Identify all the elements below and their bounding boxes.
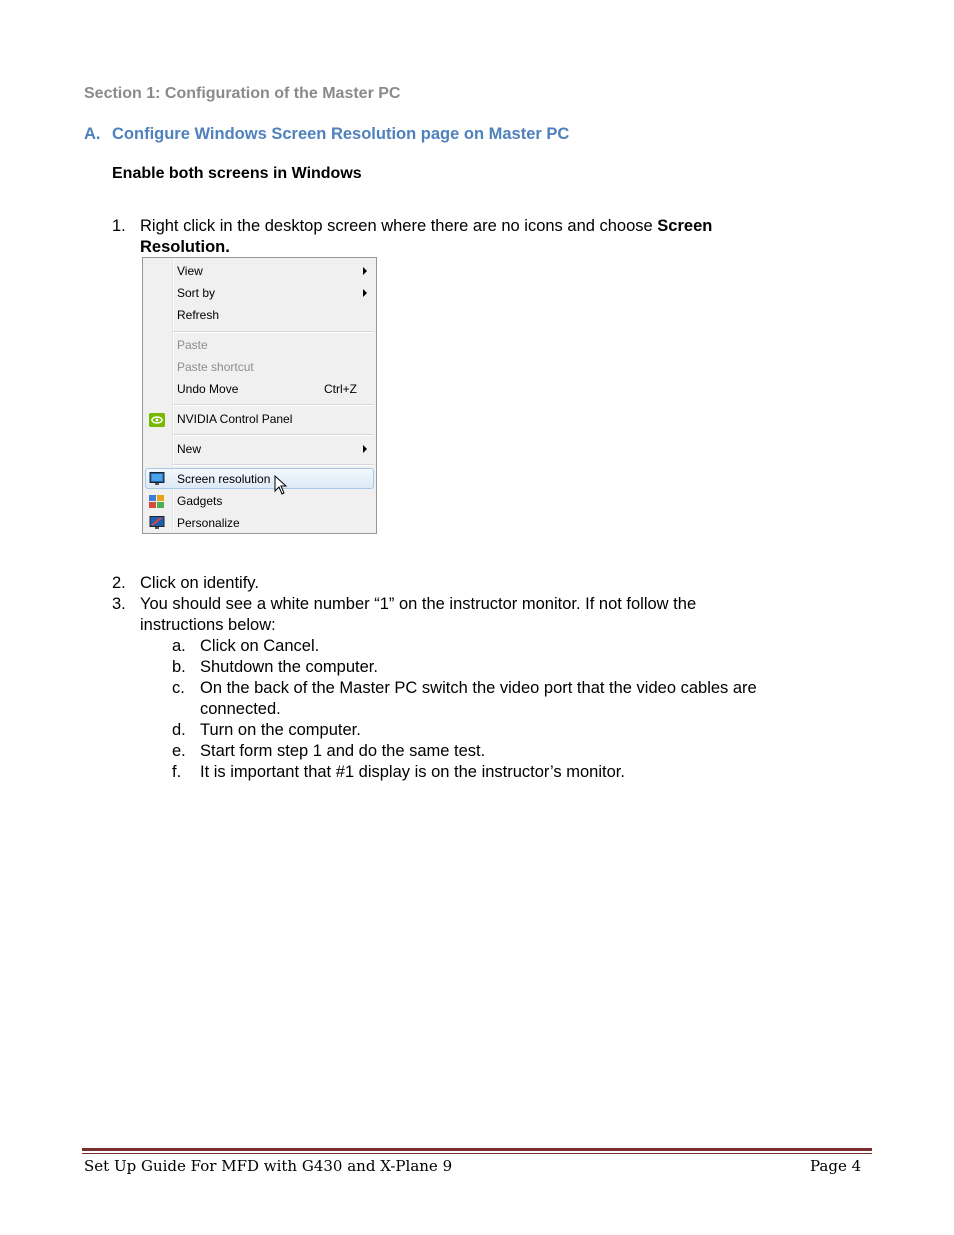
step-text: Click on identify. <box>140 574 259 592</box>
footer-rule <box>82 1148 872 1151</box>
substep-text: Turn on the computer. <box>200 721 361 739</box>
menu-item-refresh[interactable]: Refresh <box>177 308 220 322</box>
nvidia-icon <box>149 413 165 427</box>
footer-rule-thin <box>82 1153 872 1154</box>
step-number: 3. <box>112 595 126 613</box>
menu-item-nvidia-control-panel[interactable]: NVIDIA Control Panel <box>177 412 293 426</box>
menu-gutter <box>172 260 174 531</box>
gadgets-icon <box>149 495 165 509</box>
step-number: 2. <box>112 574 126 592</box>
substep-text: Click on Cancel. <box>200 637 320 655</box>
personalize-icon <box>149 516 165 530</box>
menu-separator <box>173 434 374 436</box>
substep-letter: e. <box>172 742 186 760</box>
substep-text-line2: connected. <box>200 700 281 718</box>
substep-letter: a. <box>172 637 186 655</box>
step-text-line1: You should see a white number “1” on the instructor monitor. If not follow the <box>140 595 697 613</box>
heading: Enable both screens in Windows <box>112 165 362 182</box>
substep-text: Start form step 1 and do the same test. <box>200 742 486 760</box>
menu-separator <box>173 404 374 406</box>
monitor-icon <box>149 472 165 486</box>
step-number: 1. <box>112 217 126 235</box>
menu-item-paste-shortcut: Paste shortcut <box>177 360 254 374</box>
substep-letter: f. <box>172 763 182 781</box>
substep-text: It is important that #1 display is on the instructor’s monitor. <box>200 763 625 781</box>
menu-item-personalize[interactable]: Personalize <box>177 516 240 530</box>
submenu-arrow-icon <box>363 445 367 453</box>
substep-letter: c. <box>172 679 185 697</box>
menu-item-paste: Paste <box>177 338 208 352</box>
context-menu <box>142 257 377 534</box>
subsection-number: A. <box>84 125 101 143</box>
menu-item-new[interactable]: New <box>177 442 202 456</box>
step-text <box>140 216 712 237</box>
subsection-title: Configure Windows Screen Resolution page on Master PC <box>112 125 570 143</box>
menu-item-shortcut: Ctrl+Z <box>324 382 357 396</box>
section-title: Section 1: Configuration of the Master PC <box>84 85 401 102</box>
step-text-pre: Right click in the desktop screen where there are no icons and choose <box>140 217 658 235</box>
substep-text: Shutdown the computer. <box>200 658 378 676</box>
footer-title: Set Up Guide For MFD with G430 and X-Plane 9 <box>84 1157 453 1175</box>
mouse-cursor-icon <box>274 475 287 495</box>
menu-item-screen-resolution[interactable]: Screen resolution <box>177 472 271 486</box>
substep-letter: d. <box>172 721 186 739</box>
menu-separator <box>173 331 374 333</box>
menu-item-gadgets[interactable]: Gadgets <box>177 494 223 508</box>
step-text-line2: instructions below: <box>140 616 276 634</box>
substep-text-line1: On the back of the Master PC switch the video port that the video cables are <box>200 679 757 697</box>
submenu-arrow-icon <box>363 289 367 297</box>
menu-item-undo-move[interactable]: Undo Move <box>177 382 239 396</box>
step-text-bold: Screen <box>657 217 713 235</box>
menu-item-view[interactable]: View <box>177 264 203 278</box>
step-text-bold2: Resolution. <box>140 238 230 256</box>
menu-separator <box>173 464 374 466</box>
menu-item-sort-by[interactable]: Sort by <box>177 286 216 300</box>
submenu-arrow-icon <box>363 267 367 275</box>
page-number: Page 4 <box>810 1157 862 1175</box>
substep-letter: b. <box>172 658 186 676</box>
